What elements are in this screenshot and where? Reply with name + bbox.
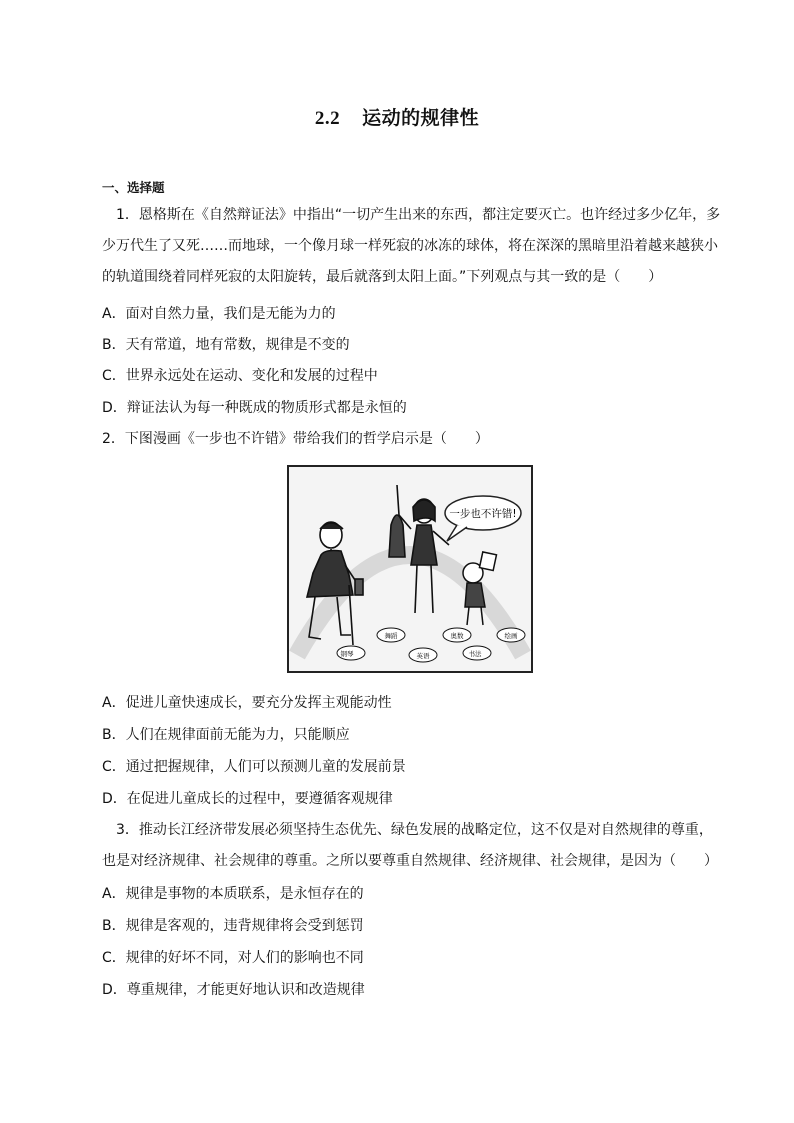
question-2-option-b: B．人们在规律面前无能为力，只能顺应	[102, 727, 350, 743]
section-number: 2.2	[314, 108, 341, 129]
footprint-1	[337, 646, 365, 660]
question-2-option-d: D．在促进儿童成长的过程中，要遵循客观规律	[102, 791, 393, 807]
svg-text:奥数: 奥数	[450, 632, 464, 640]
svg-text:英语: 英语	[416, 652, 430, 660]
question-3-option-c: C．规律的好坏不同，对人们的影响也不同	[102, 950, 364, 966]
question-1-option-c: C．世界永远处在运动、变化和发展的过程中	[102, 368, 378, 384]
question-1	[102, 200, 724, 293]
question-2-option-c: C．通过把握规律，人们可以预测儿童的发展前景	[102, 759, 406, 775]
question-3-option-a: A．规律是事物的本质联系，是永恒存在的	[102, 886, 364, 902]
footprint-6	[497, 628, 525, 642]
question-1-option-d: D．辩证法认为每一种既成的物质形式都是永恒的	[102, 400, 407, 416]
svg-text:舞蹈: 舞蹈	[384, 632, 398, 640]
footprint-2	[377, 628, 405, 642]
svg-text:书法: 书法	[468, 650, 482, 658]
question-1-option-a: A．面对自然力量，我们是无能为力的	[102, 306, 336, 322]
footprint-3	[409, 648, 437, 662]
footprint-4	[443, 628, 471, 642]
question-3-option-d: D．尊重规律，才能更好地认识和改造规律	[102, 982, 365, 998]
question-3-stem: 3．推动长江经济带发展必须坚持生态优先、绿色发展的战略定位，这不仅是对自然规律的尊重，也是对经济规律、社会规律的尊重。之所以要尊重自然规律、经济规律、社会规律，是因为（ ）	[102, 822, 718, 869]
cartoon-image	[287, 465, 533, 673]
section-heading: 一、选择题	[102, 180, 165, 195]
footprint-5	[463, 646, 491, 660]
speech-text: 一步也不许错!	[449, 508, 517, 520]
question-1-option-b: B．天有常道，地有常数，规律是不变的	[102, 337, 350, 353]
question-3	[102, 815, 724, 877]
page-title	[0, 103, 794, 130]
svg-text:钢琴: 钢琴	[340, 650, 354, 658]
section-title: 运动的规律性	[362, 107, 480, 129]
question-2-option-a: A．促进儿童快速成长，要充分发挥主观能动性	[102, 695, 392, 711]
question-1-stem: 1．恩格斯在《自然辩证法》中指出“一切产生出来的东西，都注定要灭亡。也许经过多少亿年，多少万代生了又死……而地球，一个像月球一样死寂的冰冻的球体，将在深深的黑暗里沿着越来越狭小的轨道围绕着同样死寂的太阳旋转，最后就落到太阳上面。”下列观点与其一致的是（ ）	[102, 207, 721, 285]
svg-text:绘画: 绘画	[504, 632, 518, 640]
question-2-stem: 2．下图漫画《一步也不许错》带给我们的哲学启示是（ ）	[102, 431, 489, 447]
question-3-option-b: B．规律是客观的，违背规律将会受到惩罚	[102, 918, 364, 934]
